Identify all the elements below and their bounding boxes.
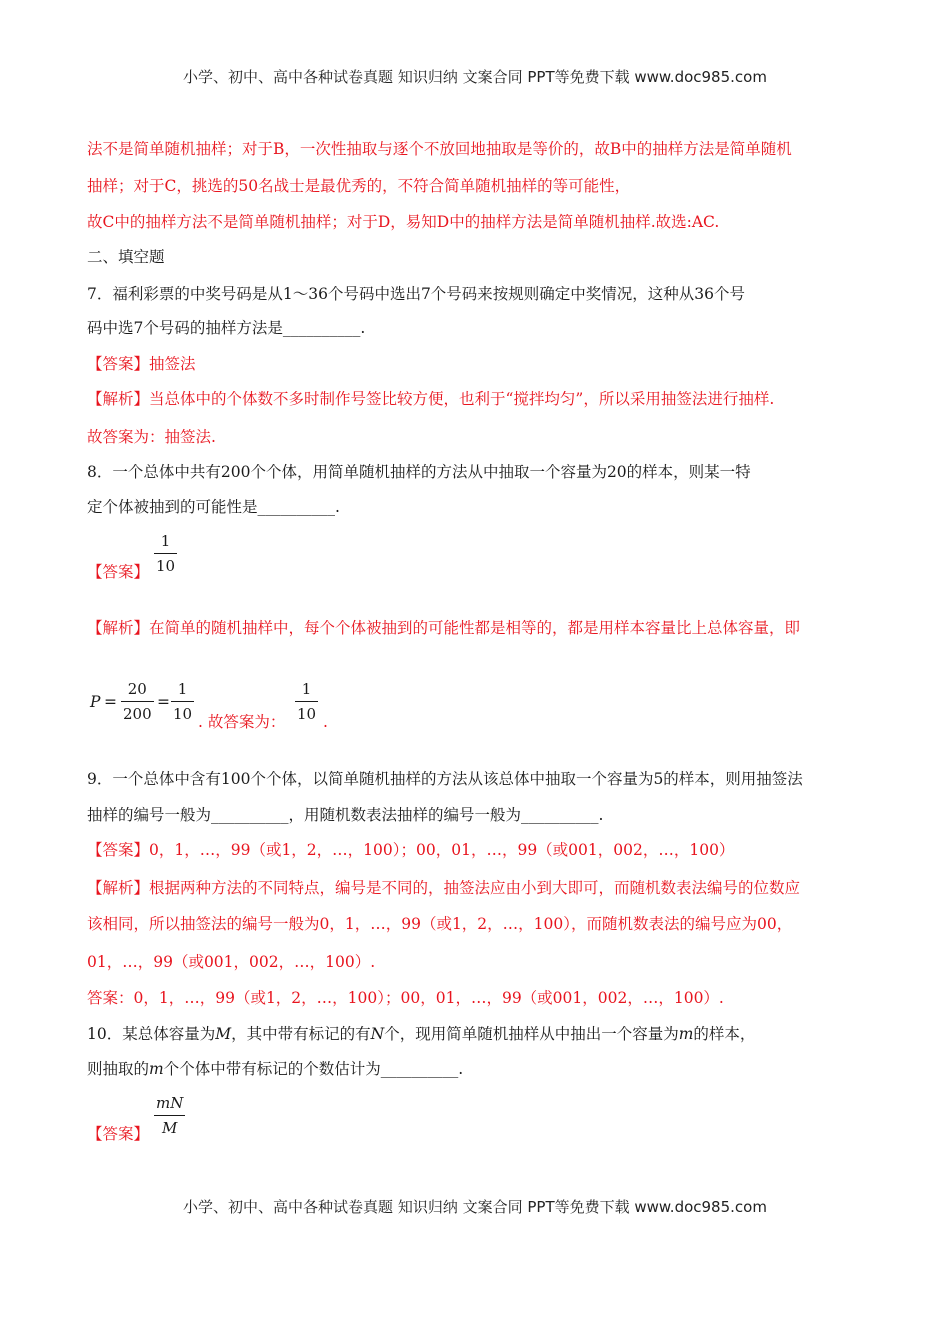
q10-text-f: 个个体中带有标记的个数估计为__________.	[163, 1060, 464, 1078]
q8-answer-fraction	[154, 532, 177, 575]
q8-formula-p: P	[90, 693, 101, 711]
q10-text-d: 的样本，	[693, 1025, 756, 1043]
q8-answer-label: 【答案】	[87, 563, 150, 581]
q7-answer: 【答案】抽签法	[87, 355, 196, 373]
q8-formula-tail: . 故答案为：	[198, 713, 286, 731]
q7-line-1: 7．福利彩票的中奖号码是从1～36个号码中选出7个号码来按规则确定中奖情况，这种从36个号	[87, 285, 746, 303]
q10-answer-numerator: mN	[156, 1094, 184, 1112]
q9-line-2: 抽样的编号一般为__________，用随机数表法抽样的编号一般为__________.	[87, 806, 604, 824]
q8-f2-numerator: 1	[177, 680, 188, 698]
prev-analysis-line-1: 法不是简单随机抽样；对于B，一次性抽取与逐个不放回地抽取是等价的，故B中的抽样方法是简单随机	[87, 140, 792, 158]
q8-f3-denominator: 10	[297, 705, 317, 723]
q7-line-2: 码中选7个号码的抽样方法是__________.	[87, 319, 366, 337]
q8-answer-denominator: 10	[156, 557, 176, 575]
q10-var-N: N	[370, 1025, 385, 1043]
q9-analysis-line-2: 该相同，所以抽签法的编号一般为0，1，…，99（或1，2，…，100），而随机数表法的编号应为00，	[87, 915, 793, 933]
q8-formula-fraction-3	[295, 680, 318, 723]
prev-analysis-line-2: 抽样；对于C，挑选的50名战士是最优秀的，不符合简单随机抽样的等可能性，	[87, 177, 631, 195]
q10-answer-fraction	[154, 1094, 185, 1137]
q9-conclusion: 答案：0，1，…，99（或1，2，…，100）；00，01，…，99（或001，002，…，100）.	[87, 989, 724, 1007]
q9-answer: 【答案】0，1，…，99（或1，2，…，100）；00，01，…，99（或001，002，…，100）	[87, 841, 735, 859]
page-header: 小学、初中、高中各种试卷真题 知识归纳 文案合同 PPT等免费下载 www.doc985.com	[183, 68, 767, 86]
q10-text-a: 10．某总体容量为	[87, 1025, 216, 1043]
q9-analysis-line-3: 01，…，99（或001，002，…，100）.	[87, 953, 376, 971]
q10-var-m-2: m	[149, 1060, 164, 1078]
q8-f3-numerator: 1	[301, 680, 312, 698]
q8-analysis: 【解析】在简单的随机抽样中，每个个体被抽到的可能性都是相等的，都是用样本容量比上总体容量，即	[87, 619, 801, 637]
q8-formula-fraction-2	[171, 680, 194, 723]
q8-formula-eq-1: =	[104, 693, 117, 711]
q10-answer-label: 【答案】	[87, 1125, 150, 1143]
q9-analysis-line-1: 【解析】根据两种方法的不同特点，编号是不同的，抽签法应由小到大即可，而随机数表法编号的位数应	[87, 879, 801, 897]
q8-f1-denominator: 200	[123, 705, 152, 723]
q10-text-b: ，其中带有标记的有	[231, 1025, 371, 1043]
q9-line-1: 9．一个总体中含有100个个体，以简单随机抽样的方法从该总体中抽取一个容量为5的样本，则用抽签法	[87, 770, 803, 788]
page-footer: 小学、初中、高中各种试卷真题 知识归纳 文案合同 PPT等免费下载 www.doc985.com	[183, 1198, 767, 1216]
q7-analysis: 【解析】当总体中的个体数不多时制作号签比较方便，也利于“搅拌均匀”，所以采用抽签法进行抽样.	[87, 390, 775, 408]
q10-answer-denominator: M	[162, 1119, 178, 1137]
q10-line-2	[87, 1059, 463, 1079]
q8-formula-end: .	[323, 713, 328, 731]
q10-var-M: M	[215, 1025, 232, 1043]
q8-f2-denominator: 10	[173, 705, 193, 723]
q10-text-c: 个，现用简单随机抽样从中抽出一个容量为	[384, 1025, 679, 1043]
prev-analysis-line-3: 故C中的抽样方法不是简单随机抽样；对于D，易知D中的抽样方法是简单随机抽样.故选:AC.	[87, 213, 720, 231]
q10-line-1	[87, 1024, 755, 1044]
q8-f1-numerator: 20	[127, 680, 147, 698]
q7-conclusion: 故答案为：抽签法.	[87, 428, 216, 446]
section-title: 二、填空题	[87, 248, 165, 266]
q8-line-1: 8．一个总体中共有200个个体，用简单随机抽样的方法从中抽取一个容量为20的样本，则某一特	[87, 463, 751, 481]
q8-answer-numerator: 1	[160, 532, 171, 550]
q10-text-e: 则抽取的	[87, 1060, 150, 1078]
q10-var-m: m	[678, 1025, 694, 1043]
q8-line-2: 定个体被抽到的可能性是__________.	[87, 498, 340, 516]
q8-formula-eq-2: =	[157, 693, 170, 711]
q8-formula-fraction-1	[121, 680, 154, 723]
